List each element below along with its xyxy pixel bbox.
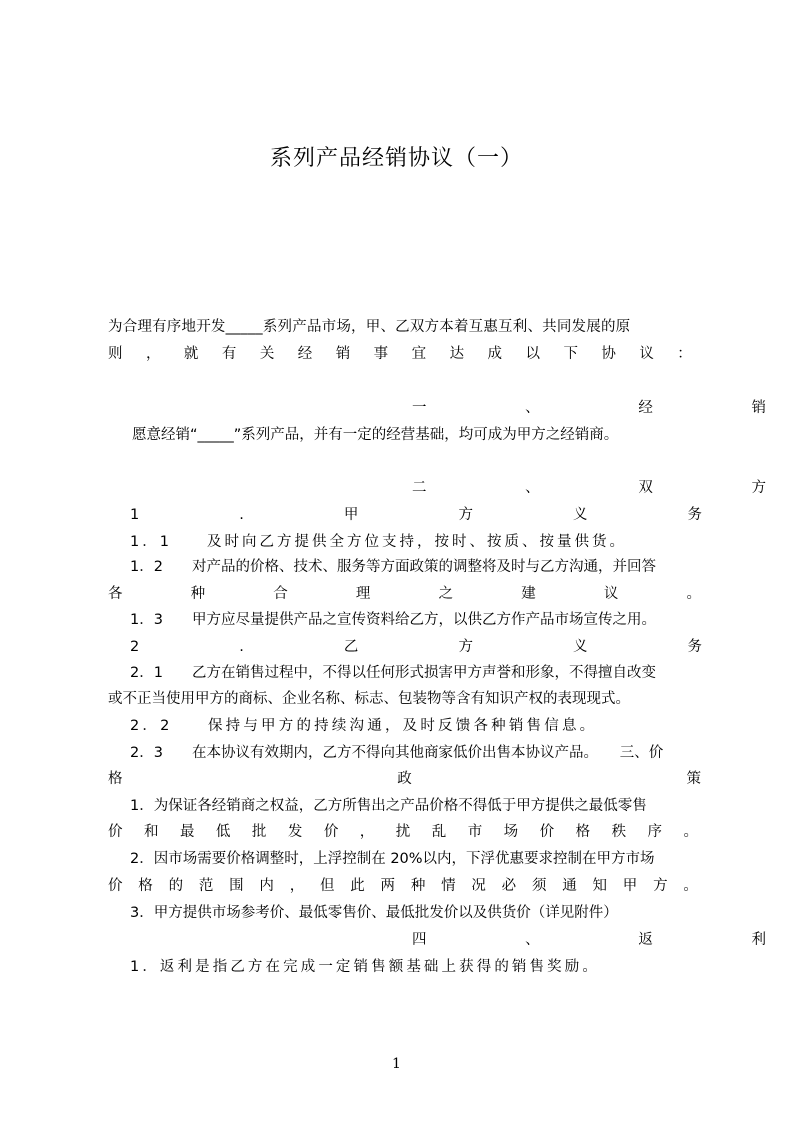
char: 、 — [525, 932, 540, 948]
char: 各 — [108, 586, 123, 602]
char: 发 — [287, 824, 303, 840]
char: 价 — [108, 824, 123, 840]
char: 达 — [449, 346, 465, 362]
char: 扰 — [395, 824, 411, 840]
char: 二 — [412, 480, 427, 496]
char: 合 — [273, 586, 288, 602]
char: 围 — [229, 878, 244, 894]
char: 甲 — [343, 507, 359, 523]
char: 议 — [603, 586, 619, 602]
char: 方 — [653, 878, 668, 894]
char: 必 — [501, 878, 517, 894]
char: 协 — [601, 346, 616, 362]
char: 经 — [297, 346, 313, 362]
char: . — [239, 507, 244, 523]
char: 、 — [525, 480, 540, 496]
char: 利 — [751, 932, 766, 948]
char: 务 — [687, 507, 702, 523]
char: 一 — [412, 400, 427, 416]
char: 返 — [638, 932, 653, 948]
char: 乱 — [431, 824, 447, 840]
char: ， — [359, 824, 375, 840]
char: 务 — [687, 639, 702, 655]
char: 格 — [108, 771, 123, 787]
char: 四 — [412, 932, 427, 948]
char: 况 — [471, 878, 486, 894]
char: 销 — [751, 400, 766, 416]
char: 。 — [683, 878, 698, 894]
char: ： — [677, 346, 692, 362]
char: ， — [145, 346, 161, 362]
char: 、 — [525, 400, 540, 416]
rebate-clause-1: 1．返利是指乙方在完成一定销售额基础上获得的销售奖励。 — [130, 959, 600, 975]
char: 双 — [638, 480, 653, 496]
intro-line-2 — [108, 344, 692, 364]
char: ， — [289, 878, 305, 894]
char: 下 — [563, 346, 578, 362]
char: 种 — [190, 586, 206, 602]
char: 价 — [323, 824, 339, 840]
char: 方 — [458, 507, 473, 523]
char: 和 — [143, 824, 159, 840]
char: 须 — [531, 878, 547, 894]
char: 。 — [686, 586, 701, 602]
char: 2 — [130, 639, 140, 655]
char: 政 — [397, 771, 412, 787]
section-1-heading — [412, 398, 766, 418]
clause-1-1: 1．1 及时向乙方提供全方位支持，按时、按质、按量供货。 — [130, 534, 627, 550]
char: 。 — [683, 824, 698, 840]
char: 知 — [592, 878, 607, 894]
clause-1-2-line-1: 1．2 对产品的价格、技术、服务等方面政策的调整将及时与乙方沟通，并回答 — [130, 559, 656, 575]
clause-2-1-line-1: 2．1 乙方在销售过程中，不得以任何形式损害甲方声誉和形象，不得擅自改变 — [130, 665, 656, 681]
char: 批 — [251, 824, 267, 840]
char: 情 — [441, 878, 456, 894]
char: 甲 — [622, 878, 638, 894]
char: 义 — [572, 507, 588, 523]
clause-2-2: 2．2 保持与甲方的持续沟通，及时反馈各种销售信息。 — [130, 718, 598, 734]
char: 理 — [355, 586, 371, 602]
char: 事 — [373, 346, 389, 362]
page-title: 系列产品经销协议（一） — [269, 146, 523, 171]
intro-line-1: 为合理有序地开发_____系列产品市场，甲、乙双方本着互惠互利、共同发展的原 — [108, 319, 631, 335]
char: 的 — [168, 878, 184, 894]
char: 序 — [647, 824, 663, 840]
char: 但 — [319, 878, 335, 894]
char: 建 — [521, 586, 536, 602]
char: 以 — [525, 346, 540, 362]
char: 内 — [259, 878, 274, 894]
char: 价 — [539, 824, 555, 840]
clause-2-3: 2．3 在本协议有效期内，乙方不得向其他商家低价出售本协议产品。 三、价 — [130, 745, 664, 761]
section-2-heading — [412, 478, 766, 498]
char: 种 — [410, 878, 426, 894]
char: 策 — [686, 771, 701, 787]
page-number: 1 — [392, 1056, 401, 1072]
section-3-heading — [108, 769, 701, 789]
party-b-heading — [130, 637, 702, 657]
char: 方 — [751, 480, 766, 496]
char: 通 — [562, 878, 577, 894]
char: 低 — [215, 824, 231, 840]
char: 此 — [350, 878, 365, 894]
price-clause-3: 3．甲方提供市场参考价、最低零售价、最低批发价以及供货价（详见附件） — [130, 905, 618, 921]
char: 有 — [221, 346, 237, 362]
clause-2-1-line-2: 或不正当使用甲方的商标、企业名称、标志、包装物等含有知识产权的表现现式。 — [108, 691, 630, 707]
char: 乙 — [343, 639, 359, 655]
char: 范 — [198, 878, 214, 894]
char: 方 — [458, 639, 473, 655]
char: 就 — [183, 346, 199, 362]
char: 市 — [467, 824, 483, 840]
clause-1-2-line-2 — [108, 584, 701, 604]
char: 价 — [108, 878, 123, 894]
char: 销 — [335, 346, 351, 362]
char: 关 — [259, 346, 275, 362]
section-4-heading — [412, 930, 766, 950]
price-clause-2-line-1: 2．因市场需要价格调整时，上浮控制在 20%以内，下浮优惠要求控制在甲方市场 — [130, 851, 655, 867]
price-clause-1-line-1: 1．为保证各经销商之权益，乙方所售出之产品价格不得低于甲方提供之最低零售 — [130, 798, 647, 814]
party-a-heading — [130, 505, 702, 525]
char: 经 — [638, 400, 653, 416]
section-1-body: 愿意经销“_____”系列产品，并有一定的经营基础，均可成为甲方之经销商。 — [132, 427, 619, 443]
char: 场 — [503, 824, 519, 840]
char: 成 — [487, 346, 503, 362]
char: 则 — [108, 346, 123, 362]
char: 格 — [138, 878, 153, 894]
price-clause-1-line-2 — [108, 822, 698, 842]
char: . — [239, 639, 244, 655]
char: 格 — [575, 824, 591, 840]
char: 义 — [572, 639, 588, 655]
clause-1-3: 1．3 甲方应尽量提供产品之宣传资料给乙方，以供乙方作产品市场宣传之用。 — [130, 612, 656, 628]
char: 最 — [179, 824, 195, 840]
char: 宜 — [411, 346, 427, 362]
char: 秩 — [611, 824, 627, 840]
char: 议 — [639, 346, 654, 362]
char: 1 — [130, 507, 140, 523]
char: 两 — [380, 878, 396, 894]
char: 之 — [438, 586, 454, 602]
price-clause-2-line-2 — [108, 876, 698, 896]
